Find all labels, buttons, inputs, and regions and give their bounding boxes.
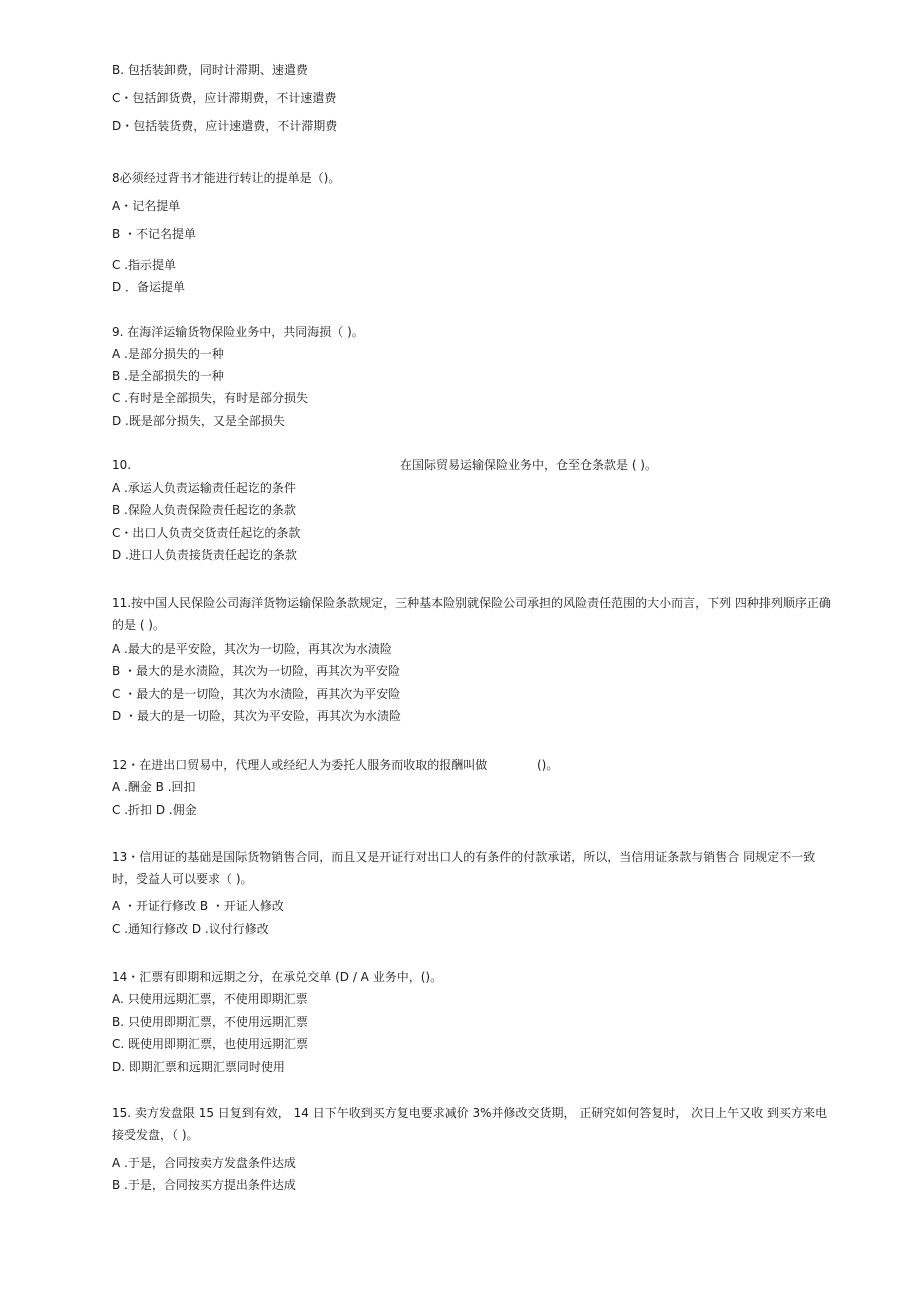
q7-option-b: B. 包括装卸费，同时计滞期、速遣费	[112, 63, 308, 77]
q8-option-b: B ・不记名提单	[112, 227, 197, 241]
q14-option-d: D. 即期汇票和远期汇票同时使用	[112, 1060, 285, 1074]
q8-stem: 8必须经过背书才能进行转让的提单是（)。	[112, 171, 341, 185]
q15-option-a: A .于是，合同按卖方发盘条件达成	[112, 1156, 296, 1170]
q12-options-cd: C .折扣 D .佣金	[112, 803, 197, 817]
q10-option-a: A .承运人负责运输责任起讫的条件	[112, 481, 296, 495]
q10-option-b: B .保险人负责保险责任起讫的条款	[112, 503, 296, 517]
q11-option-b: B ・最大的是水渍险，其次为一切险，再其次为平安险	[112, 664, 401, 678]
q9-stem: 9. 在海洋运输货物保险业务中，共同海损（ )。	[112, 325, 364, 339]
q14-stem: 14・汇票有即期和远期之分，在承兑交单 (D / A 业务中，()。	[112, 970, 443, 984]
q8-option-a: A・记名提单	[112, 199, 181, 213]
q12-stem-tail: ()。	[537, 758, 559, 772]
q14-option-a: A. 只使用远期汇票，不使用即期汇票	[112, 992, 308, 1006]
q10-option-d: D .进口人负责接货责任起讫的条款	[112, 548, 297, 562]
q8-option-c: C .指示提单	[112, 258, 177, 272]
q12-options-ab: A .酬金 B .回扣	[112, 780, 196, 794]
q11-stem: 11.按中国人民保险公司海洋货物运输保险条款规定，三种基本险别就保险公司承担的风险责任范围的大小而言，下列 四种排列顺序正确的是 ( )。	[112, 596, 831, 632]
q7-option-c: C・包括卸货费，应计滞期费，不计速遣费	[112, 91, 337, 105]
q9-option-d: D .既是部分损失，又是全部损失	[112, 414, 285, 428]
q9-option-b: B .是全部损失的一种	[112, 369, 224, 383]
q8-option-d: D ．备运提单	[112, 280, 186, 294]
q7-option-d: D・包括装货费，应计速遣费，不计滞期费	[112, 119, 338, 133]
q11-option-c: C ・最大的是一切险，其次为水渍险，再其次为平安险	[112, 687, 401, 701]
q9-option-a: A .是部分损失的一种	[112, 347, 224, 361]
q15-option-b: B .于是，合同按买方提出条件达成	[112, 1178, 296, 1192]
q10-stem: 在国际贸易运输保险业务中，仓至仓条款是 ( )。	[400, 458, 657, 472]
q10-option-c: C・出口人负责交货责任起讫的条款	[112, 526, 301, 540]
q10-number: 10.	[112, 458, 132, 472]
q11-option-d: D ・最大的是一切险，其次为平安险，再其次为水渍险	[112, 709, 402, 723]
q15-stem: 15. 卖方发盘限 15 日复到有效， 14 日下午收到买方复电要求减价 3%并修改交货期， 正研究如何答复时， 次日上午又收 到买方来电接受发盘，（ )。	[112, 1106, 827, 1142]
q12-stem: 12・在进出口贸易中，代理人或经纪人为委托人服务而收取的报酬叫做	[112, 758, 488, 772]
q13-options-cd: C .通知行修改 D .议付行修改	[112, 922, 269, 936]
q14-option-b: B. 只使用即期汇票，不使用远期汇票	[112, 1015, 308, 1029]
q13-stem: 13・信用证的基础是国际货物销售合同，而且又是开证行对出口人的有条件的付款承诺，所以，当信用证条款与销售合 同规定不一致时，受益人可以要求（ )。	[112, 850, 816, 886]
q13-options-ab: A ・开证行修改 B ・开证人修改	[112, 899, 284, 913]
q11-option-a: A .最大的是平安险，其次为一切险，再其次为水渍险	[112, 642, 392, 656]
q9-option-c: C .有时是全部损失，有时是部分损失	[112, 391, 309, 405]
q14-option-c: C. 既使用即期汇票，也使用远期汇票	[112, 1037, 309, 1051]
